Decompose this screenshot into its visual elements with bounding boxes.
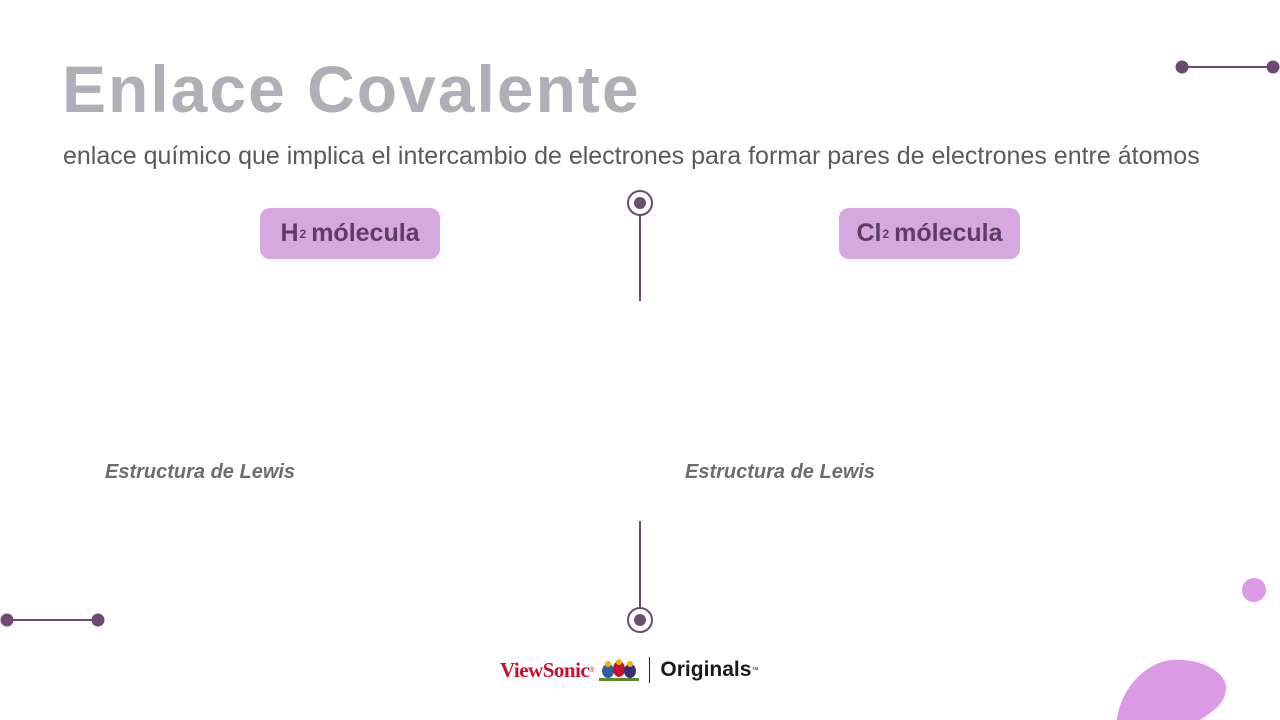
h2-molecule-label xyxy=(260,208,440,259)
slide-title: Enlace Covalente xyxy=(62,52,641,126)
cl2-molecule-label xyxy=(839,208,1020,259)
top-right-connector xyxy=(1176,61,1280,74)
cl2-symbol: Cl xyxy=(856,219,882,247)
viewsonic-birds-icon xyxy=(599,658,639,682)
top-center-divider xyxy=(628,191,652,301)
h2-label: mólecula xyxy=(311,219,420,247)
pink-dot xyxy=(1242,578,1266,602)
bottom-center-divider xyxy=(628,521,652,632)
registered-mark: ® xyxy=(589,666,595,674)
lewis-structure-left-label: Estructura de Lewis xyxy=(105,461,296,483)
viewsonic-originals-logo xyxy=(500,654,758,686)
cl2-label: mólecula xyxy=(894,219,1003,247)
bottom-left-connector xyxy=(1,614,105,627)
h2-symbol: H xyxy=(280,219,299,247)
pink-blob xyxy=(1117,660,1226,720)
cl2-subscript: 2 xyxy=(882,226,890,241)
h2-subscript: 2 xyxy=(299,226,307,241)
slide-subtitle: enlace químico que implica el intercambio de electrones para formar pares de electrones entre átomos xyxy=(63,142,1200,170)
trademark-mark: ™ xyxy=(751,666,759,674)
logo-divider xyxy=(649,657,650,683)
viewsonic-wordmark: ViewSonic xyxy=(500,657,590,682)
lewis-structure-right-label: Estructura de Lewis xyxy=(685,461,876,483)
originals-wordmark: Originals xyxy=(660,658,752,681)
